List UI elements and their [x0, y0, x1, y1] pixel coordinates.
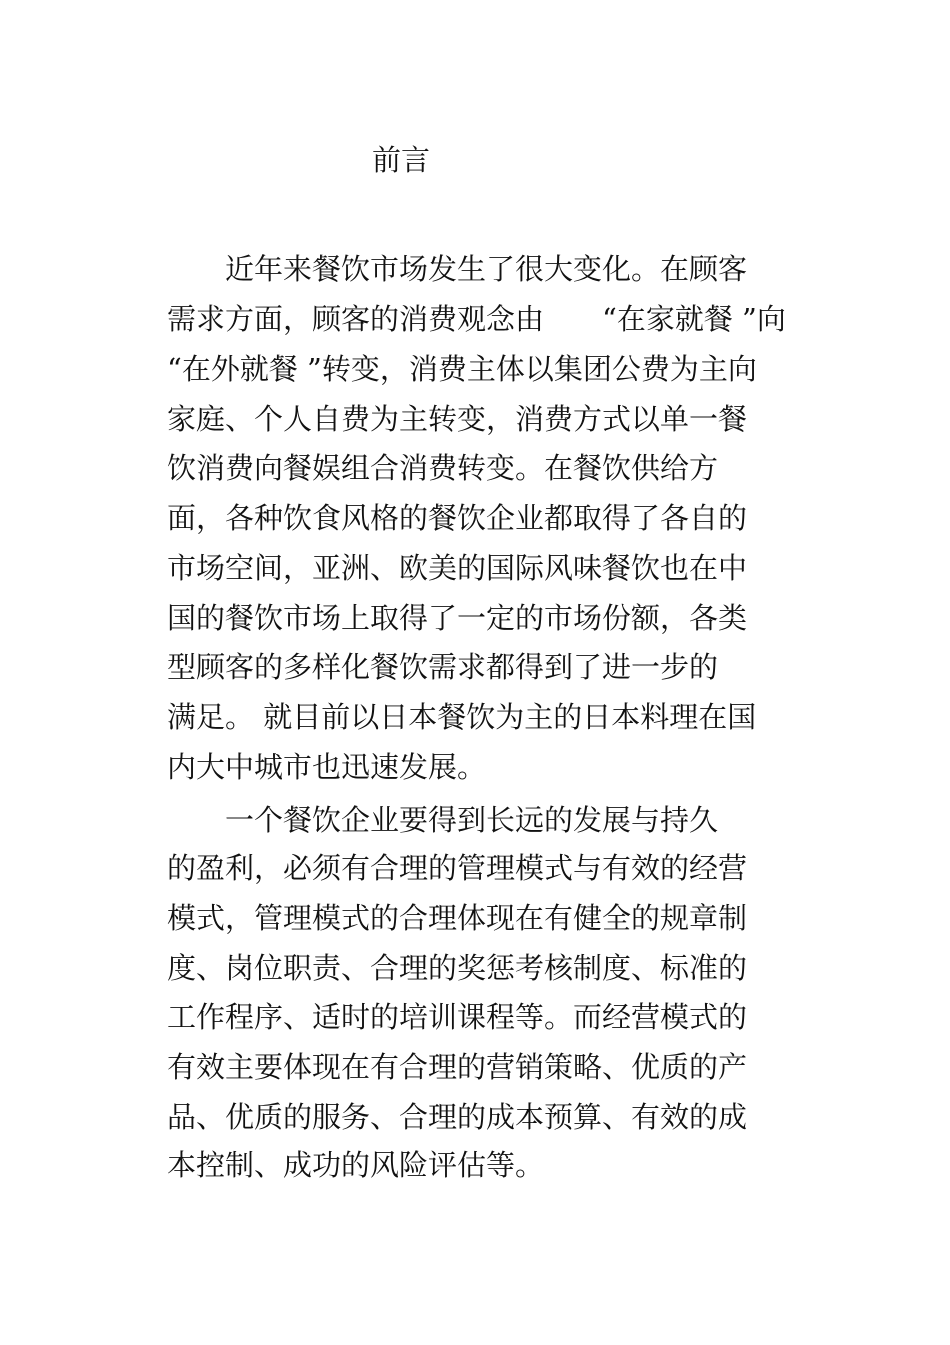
- page-title: 前言: [372, 143, 431, 177]
- body-line-2: 需求方面，顾客的消费观念由 “在家就餐 ”向: [167, 302, 786, 336]
- body-line-18: 品、优质的服务、合理的成本预算、有效的成: [167, 1100, 748, 1134]
- body-line-14: 模式，管理模式的合理体现在有健全的规章制: [167, 901, 748, 935]
- body-line-4: 家庭、个人自费为主转变，消费方式以单一餐: [167, 402, 748, 436]
- body-line-1: 近年来餐饮市场发生了很大变化。在顾客: [167, 252, 748, 286]
- body-line-15: 度、岗位职责、合理的奖惩考核制度、标准的: [167, 951, 748, 985]
- body-line-13: 的盈利，必须有合理的管理模式与有效的经营: [167, 851, 748, 885]
- body-line-10: 满足。 就目前以日本餐饮为主的日本料理在国: [167, 700, 757, 734]
- body-line-8: 国的餐饮市场上取得了一定的市场份额，各类: [167, 601, 748, 635]
- body-line-3: “在外就餐 ”转变，消费主体以集团公费为主向: [167, 352, 757, 386]
- body-line-7: 市场空间，亚洲、欧美的国际风味餐饮也在中: [167, 551, 748, 585]
- body-line-6: 面，各种饮食风格的餐饮企业都取得了各自的: [167, 501, 748, 535]
- body-line-11: 内大中城市也迅速发展。: [167, 750, 487, 784]
- body-line-17: 有效主要体现在有合理的营销策略、优质的产: [167, 1050, 748, 1084]
- body-line-12: 一个餐饮企业要得到长远的发展与持久: [167, 803, 719, 837]
- body-line-16: 工作程序、适时的培训课程等。而经营模式的: [167, 1000, 748, 1034]
- body-line-5: 饮消费向餐娱组合消费转变。在餐饮供给方: [167, 451, 719, 485]
- body-line-19: 本控制、成功的风险评估等。: [167, 1148, 545, 1182]
- body-line-9: 型顾客的多样化餐饮需求都得到了进一步的: [167, 650, 719, 684]
